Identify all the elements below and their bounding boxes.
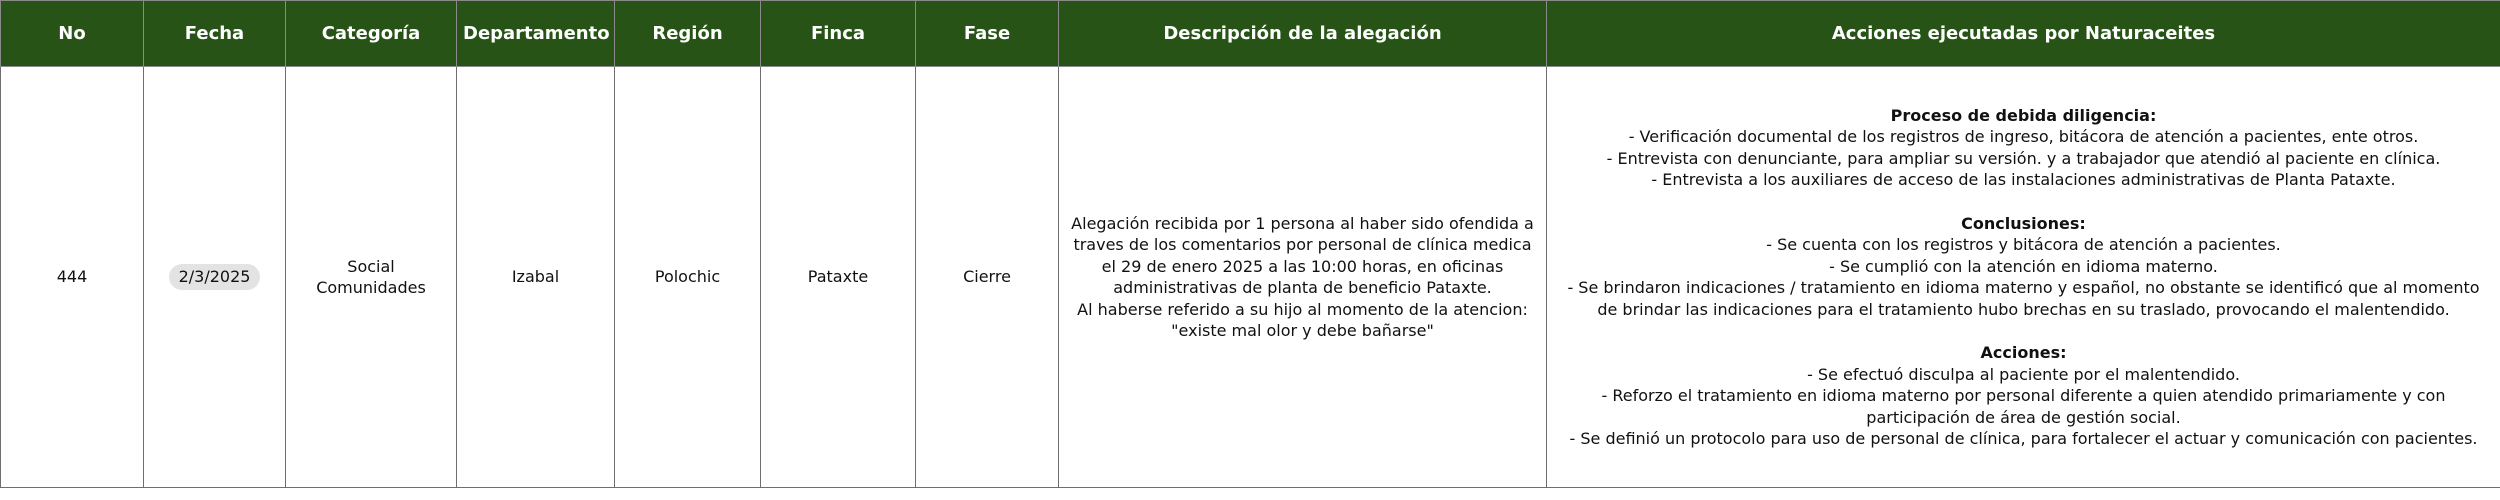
- action-line: - Entrevista a los auxiliares de acceso de las instalaciones administrativas de Planta Pataxte.: [1651, 170, 2396, 189]
- cell-fecha: [144, 67, 286, 488]
- cell-departamento: Izabal: [457, 67, 615, 488]
- action-line: - Reforzo el tratamiento en idioma materno por personal diferente a quien atendido primariamente y con participación de área de gestión social.: [1601, 386, 2446, 427]
- header-row: [1, 1, 2500, 67]
- table-body: [1, 67, 2500, 488]
- table-header: [1, 1, 2500, 67]
- cell-no: 444: [1, 67, 144, 488]
- header-descripcion: Descripción de la alegación: [1059, 1, 1547, 67]
- action-line: - Entrevista con denunciante, para ampliar su versión. y a trabajador que atendió al paciente en clínica.: [1606, 148, 2441, 168]
- section-title: Conclusiones:: [1961, 213, 2086, 233]
- cell-region: Polochic: [615, 67, 761, 488]
- section-title: Proceso de debida diligencia:: [1890, 105, 2157, 125]
- section-conclusiones: [1555, 213, 2492, 321]
- header-departamento: Departamento: [457, 1, 615, 67]
- action-line: - Verificación documental de los registros de ingreso, bitácora de atención a pacientes, ente otros.: [1628, 127, 2419, 146]
- action-line: - Se definió un protocolo para uso de personal de clínica, para fortalecer el actuar y comunicación con pacientes.: [1569, 429, 2478, 448]
- header-fecha: Fecha: [144, 1, 286, 67]
- section-debida-diligencia: [1555, 105, 2492, 191]
- header-region: Región: [615, 1, 761, 67]
- section-title: Acciones:: [1980, 343, 2067, 362]
- section-acciones: [1555, 342, 2492, 450]
- action-line: - Se brindaron indicaciones / tratamiento en idioma materno y español, no obstante se identificó que al momento de brindar las indicaciones para el tratamiento hubo brechas en su traslado, provocando el malentendido.: [1567, 278, 2480, 319]
- table-row: [1, 67, 2500, 488]
- cell-finca: Pataxte: [761, 67, 916, 488]
- action-line: - Se efectuó disculpa al paciente por el malentendido.: [1807, 364, 2240, 384]
- cell-fase: Cierre: [916, 67, 1059, 488]
- date-chip[interactable]: 2/3/2025: [169, 264, 261, 290]
- cell-acciones: [1547, 67, 2500, 488]
- header-acciones: Acciones ejecutadas por Naturaceites: [1547, 1, 2500, 67]
- action-line: - Se cuenta con los registros y bitácora de atención a pacientes.: [1766, 235, 2281, 254]
- header-fase: Fase: [916, 1, 1059, 67]
- action-line: - Se cumplió con la atención en idioma materno.: [1829, 256, 2218, 276]
- header-finca: Finca: [761, 1, 916, 67]
- cell-descripcion: Alegación recibida por 1 persona al haber sido ofendida a traves de los comentarios por personal de clínica medica el 29 de enero 2025 a las 10:00 horas, en oficinas administrativas de planta de beneficio Pataxte. Al haberse referido a su hijo al momento de la atencion: "existe mal olor y debe bañarse": [1059, 67, 1547, 488]
- header-no: No: [1, 1, 144, 67]
- cell-categoria: Social Comunidades: [286, 67, 457, 488]
- header-categoria: Categoría: [286, 1, 457, 67]
